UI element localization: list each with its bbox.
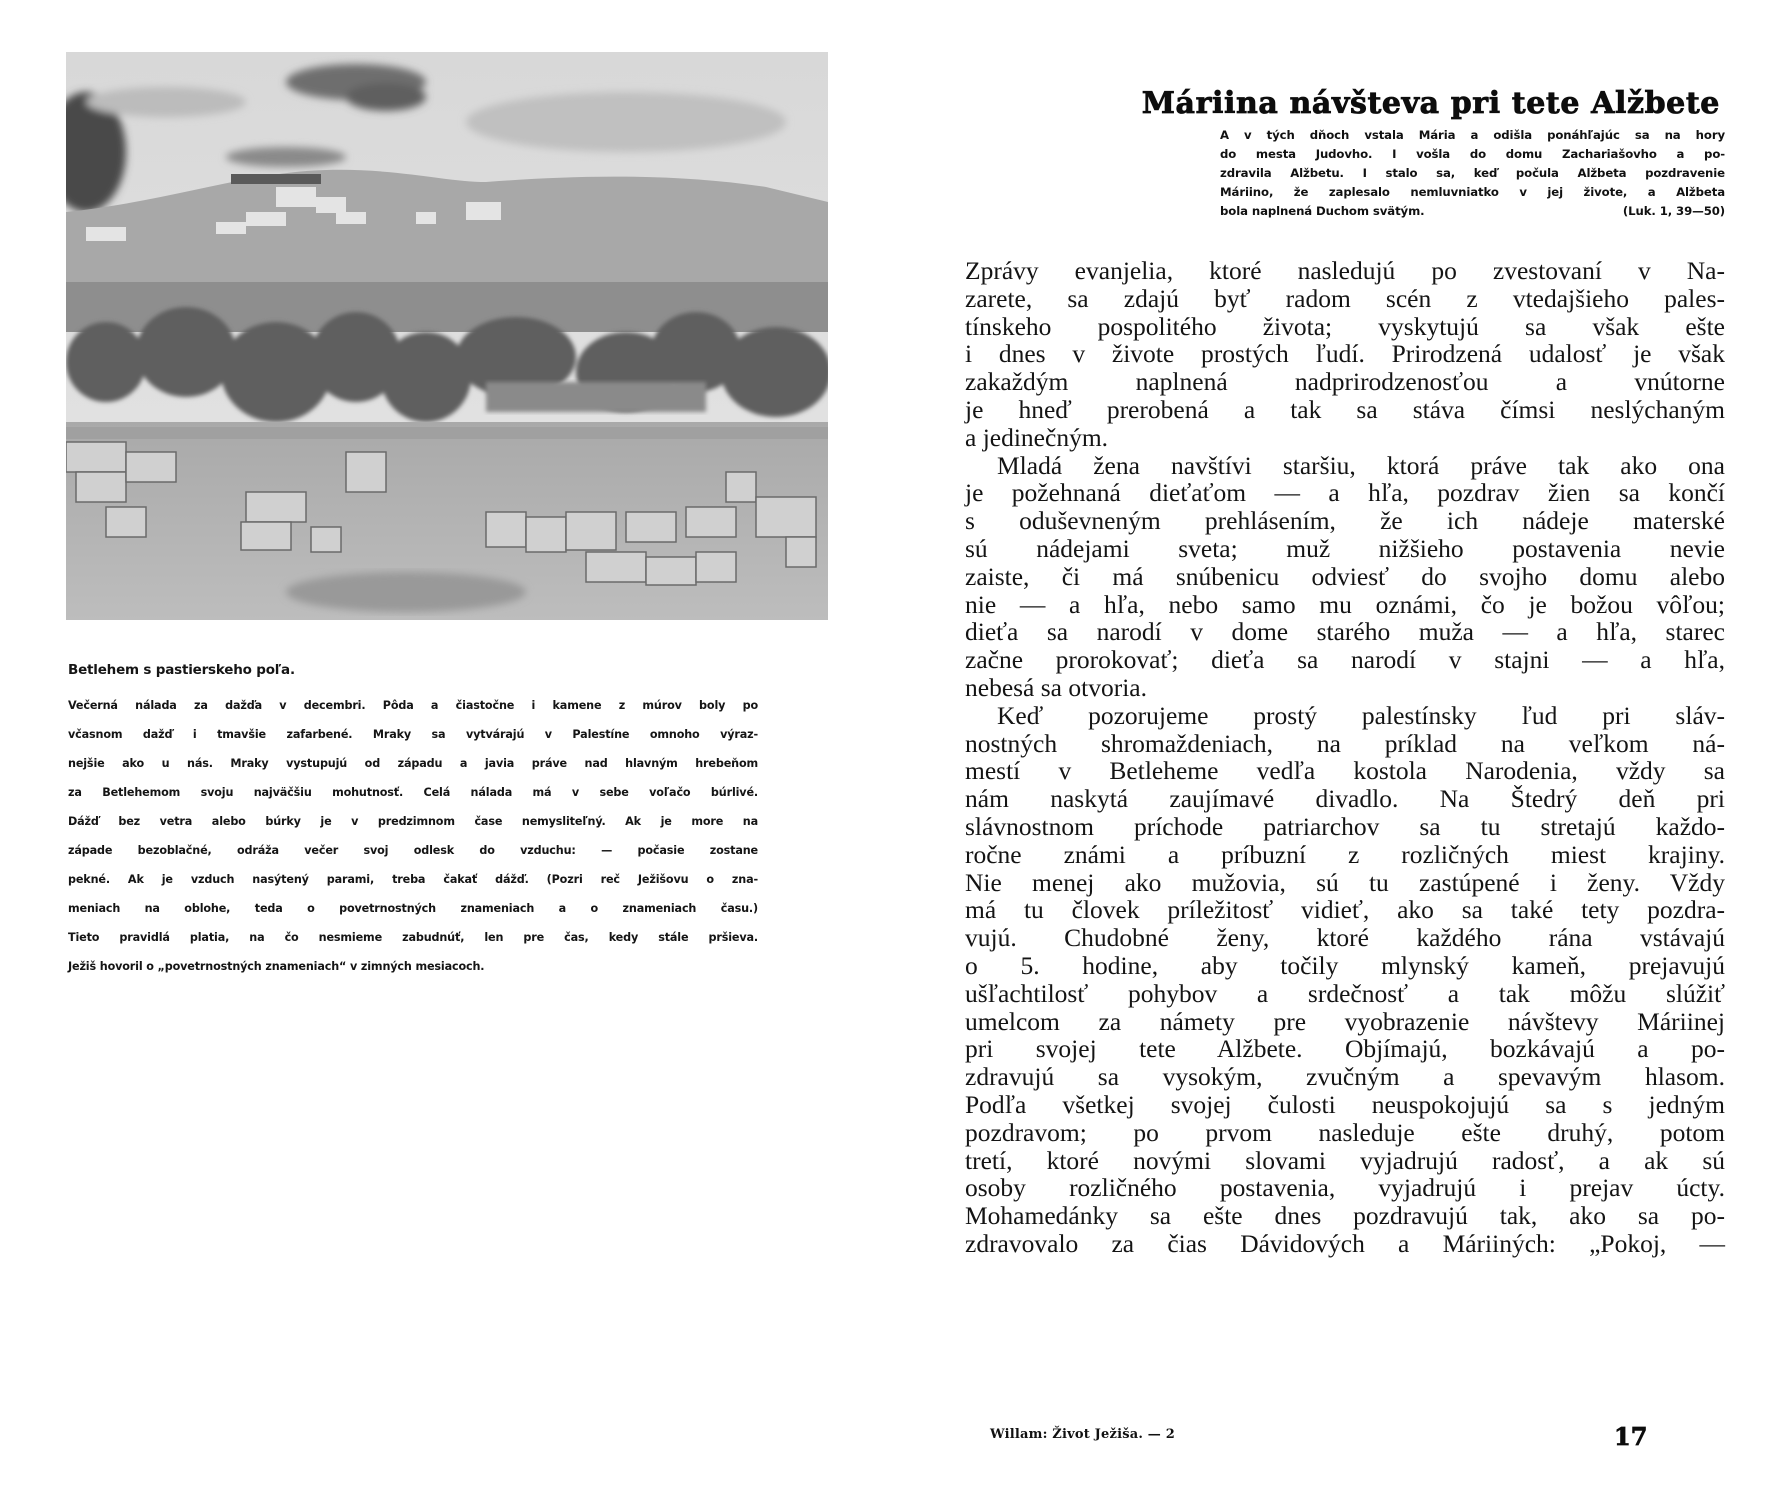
body-line: dieťa sa narodí v dome starého muža — a hľa, starec [965,617,1725,647]
caption-line: pekné. Ak je vzduch nasýtený parami, treba čakať dážď. (Pozri reč Ježišovu o zna- [68,873,758,886]
body-line: a jedinečným. [965,422,1109,452]
body-line: nostných shromaždeniach, na príklad na veľkom ná- [965,728,1725,758]
body-line: zaiste, či má snúbenicu odviesť do svojho domu alebo [965,561,1725,591]
caption-line: včasnom dažď i tmavšie zafarbené. Mraky sa vytvárajú v Palestíne omnoho výraz- [68,728,758,741]
body-line: Nie menej ako mužovia, sú tu zastúpené i ženy. Vždy [965,867,1725,897]
photo-caption [68,662,758,981]
body-line: má tu človek príležitosť vidieť, ako sa také tety pozdra- [965,895,1725,925]
body-line: Keď pozorujeme prostý palestínsky ľud pri sláv- [997,700,1725,730]
body-line: tínskeho pospolitého života; vyskytujú sa však ešte [965,311,1725,341]
footer-signature: Willam: Život Ježiša. — 2 [990,1427,1175,1442]
chapter-title: Máriina návšteva pri tete Alžbete [1141,86,1720,122]
body-line: zdravujú sa vysokým, zvučným a spevavým hlasom. [965,1062,1725,1092]
body-text [965,257,1725,1258]
body-line: s oduševneným prehlásením, že ich nádeje materské [965,506,1725,536]
body-line: ročne známi a príbuzní z rozličných miest krajiny. [965,839,1725,869]
body-line: mestí v Betleheme vedľa kostola Narodenia, vždy sa [965,756,1725,786]
page-number: 17 [1614,1422,1648,1451]
epigraph-last-text: bola naplnená Duchom svätým. [1220,204,1425,218]
body-line: začne prorokovať; dieťa sa narodí v stajni — a hľa, [965,645,1725,675]
caption-line: západe bezoblačné, odráža večer svoj odlesk do vzduchu: — počasie zostane [68,844,758,857]
body-line: osoby rozličného postavenia, vyjadrujú i prejav úcty. [965,1173,1725,1203]
body-line: Mladá žena navštívi staršiu, ktorá práve tak ako ona [997,450,1725,480]
caption-line: meniach na oblohe, teda o povetrnostných znameniach a o znameniach času.) [68,902,758,915]
body-line: sú nádejami sveta; muž nižšieho postavenia nevie [965,533,1725,563]
caption-line: Večerná nálada za dažďa v decembri. Pôda a čiastočne i kamene z múrov boly po [68,699,758,712]
caption-title: Betlehem s pastierskeho poľa. [68,662,295,678]
body-line: i dnes v živote prostých ľudí. Prirodzená udalosť je však [965,339,1725,369]
bethlehem-photo [66,52,828,620]
caption-line: Dážď bez vetra alebo búrky je v predzimnom čase nemysliteľný. Ak je more na [68,815,758,828]
body-line: Zprávy evanjelia, ktoré nasledujú po zvestovaní v Na- [965,256,1725,285]
epigraph-line: A v tých dňoch vstala Mária a odišla ponáhľajúc sa na hory [1220,128,1725,142]
body-line: vujú. Chudobné ženy, ktoré každého rána vstávajú [965,923,1725,953]
caption-line: nejšie ako u nás. Mraky vystupujú od západu a javia práve nad hlavným hrebeňom [68,757,758,770]
body-line: o 5. hodine, aby točily mlynský kameň, prejavujú [965,950,1725,980]
body-line: pri svojej tete Alžbete. Objímajú, bozkávajú a po- [965,1034,1725,1064]
body-line: nám naskytá zaujímavé divadlo. Na Štedrý deň pri [965,784,1725,814]
caption-line: Ježiš hovoril o „povetrnostných znameniach“ v zimných mesiacoch. [68,960,485,973]
body-line: Podľa všetkej svojej čulosti neuspokojujú sa s jedným [965,1089,1725,1119]
body-line: umelcom za námety pre vyobrazenie návštevy Máriinej [965,1006,1725,1036]
photo-illustration [66,52,828,620]
caption-line: Tieto pravidlá platia, na čo nesmieme zabudnúť, len pre čas, kedy stále pršieva. [68,931,758,944]
epigraph-line: Máriino, že zaplesalo nemluvniatko v jej živote, a Alžbeta [1220,185,1725,199]
body-line: je požehnaná dieťaťom — a hľa, pozdrav žien sa končí [965,478,1725,508]
body-line: nebesá sa otvoria. [965,672,1147,702]
body-line: zakaždým naplnená nadprirodzenosťou a vnútorne [965,367,1725,397]
scripture-reference: (Luk. 1, 39—50) [1622,204,1725,218]
scripture-epigraph [1220,126,1725,221]
body-line: zarete, sa zdajú byť radom scén z vtedajšieho pales- [965,283,1725,313]
body-line: ušľachtilosť pohybov a srdečnosť a tak môžu slúžiť [965,978,1725,1008]
caption-line: za Betlehemom svoju najväčšiu mohutnosť. Celá nálada má v sebe voľačo búrlivé. [68,786,758,799]
epigraph-line [1220,202,1725,221]
body-line: zdravovalo za čias Dávidových a Máriiných: „Pokoj, — [965,1228,1725,1258]
body-line: tretí, ktoré novými slovami vyjadrujú radosť, a ak sú [965,1145,1725,1175]
body-line: slávnostnom príchode patriarchov sa tu stretajú každo- [965,811,1725,841]
epigraph-line: zdravila Alžbetu. I stalo sa, keď počula Alžbeta pozdravenie [1220,166,1725,180]
body-line: je hneď prerobená a tak sa stáva čímsi neslýchaným [965,394,1725,424]
body-line: Mohamedánky sa ešte dnes pozdravujú tak, ako sa po- [965,1201,1725,1231]
body-line: nie — a hľa, nebo samo mu oznámi, čo je božou vôľou; [965,589,1725,619]
epigraph-line: do mesta Judovho. I vošla do domu Zachariašovho a po- [1220,147,1725,161]
body-line: pozdravom; po prvom nasleduje ešte druhý, potom [965,1117,1725,1147]
